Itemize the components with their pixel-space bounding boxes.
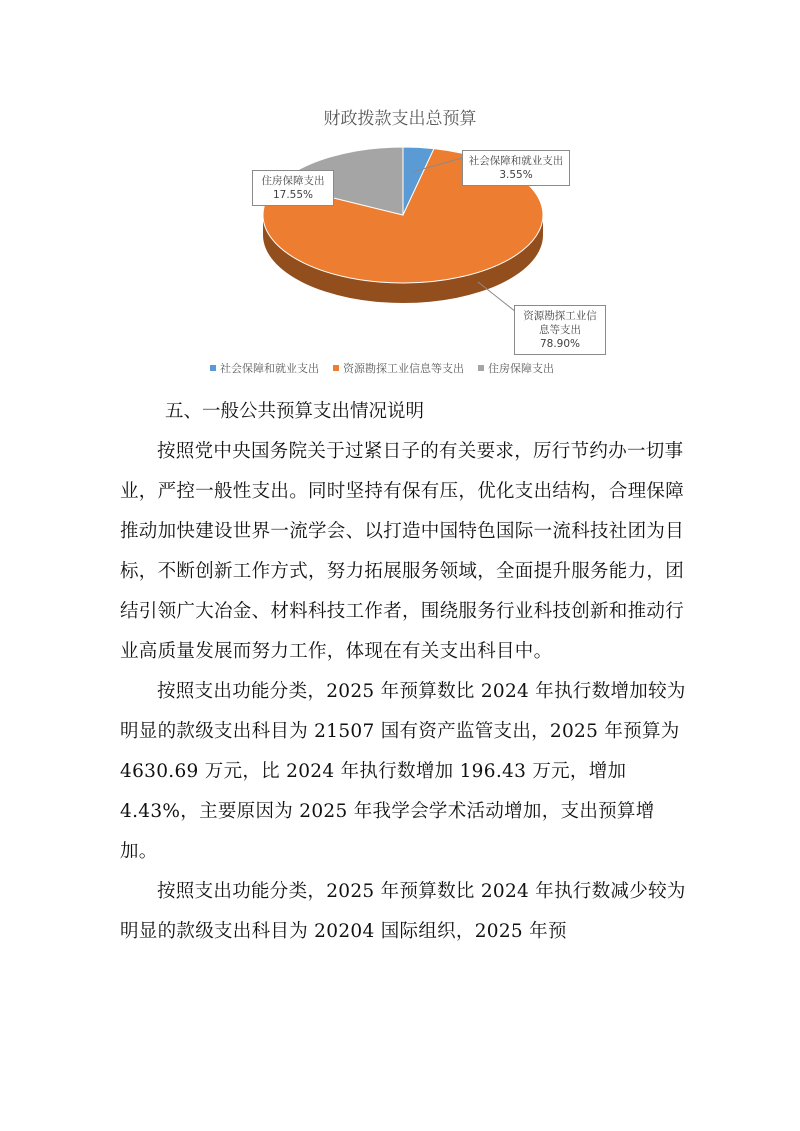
callout-social-security-name: 社会保障和就业支出 [468, 155, 564, 167]
callout-housing [252, 170, 334, 206]
leader-line-resource [478, 282, 516, 312]
legend-item-housing [478, 360, 554, 376]
legend-label-resource: 资源勘探工业信息等支出 [343, 362, 464, 375]
callout-social-security-pct: 3.55% [499, 169, 533, 181]
body-text [120, 432, 690, 952]
legend-label-housing: 住房保障支出 [488, 362, 554, 375]
callout-housing-name: 住房保障支出 [261, 175, 325, 187]
legend-item-social [210, 360, 319, 376]
callout-resource [514, 305, 606, 355]
paragraph-2: 按照支出功能分类，2025 年预算数比 2024 年执行数增加较为明显的款级支出科目为 21507 国有资产监管支出，2025 年预算为 4630.69 万元，比 2024 年执行数增加 196.43 万元，增加 4.43%，主要原因为 2025 年我学会学术活动增加，支出预算增加。 [120, 681, 686, 862]
legend-swatch-housing [478, 365, 484, 371]
section-heading: 五、一般公共预算支出情况说明 [165, 401, 425, 422]
callout-social-security [462, 150, 570, 186]
paragraph-3: 按照支出功能分类，2025 年预算数比 2024 年执行数减少较为明显的款级支出科目为 20204 国际组织，2025 年预 [120, 881, 686, 942]
legend-swatch-social [210, 365, 216, 371]
callout-resource-pct: 78.90% [539, 338, 581, 350]
legend-label-social: 社会保障和就业支出 [220, 362, 319, 375]
paragraph-1: 按照党中央国务院关于过紧日子的有关要求，厉行节约办一切事业，严控一般性支出。同时坚持有保有压，优化支出结构，合理保障推动加快建设世界一流学会、以打造中国特色国际一流科技社团为目标，不断创新工作方式，努力拓展服务领域，全面提升服务能力，团结引领广大冶金、材料科技工作者，围绕服务行业科技创新和推动行业高质量发展而努力工作，体现在有关支出科目中。 [120, 441, 685, 662]
callout-housing-pct: 17.55% [272, 189, 314, 201]
chart-legend [210, 360, 610, 376]
legend-item-resource [333, 360, 464, 376]
chart-title: 财政拨款支出总预算 [323, 109, 477, 129]
legend-swatch-resource [333, 365, 339, 371]
pie-chart [0, 0, 800, 400]
callout-resource-name: 资源勘探工业信息等支出 [523, 310, 597, 336]
